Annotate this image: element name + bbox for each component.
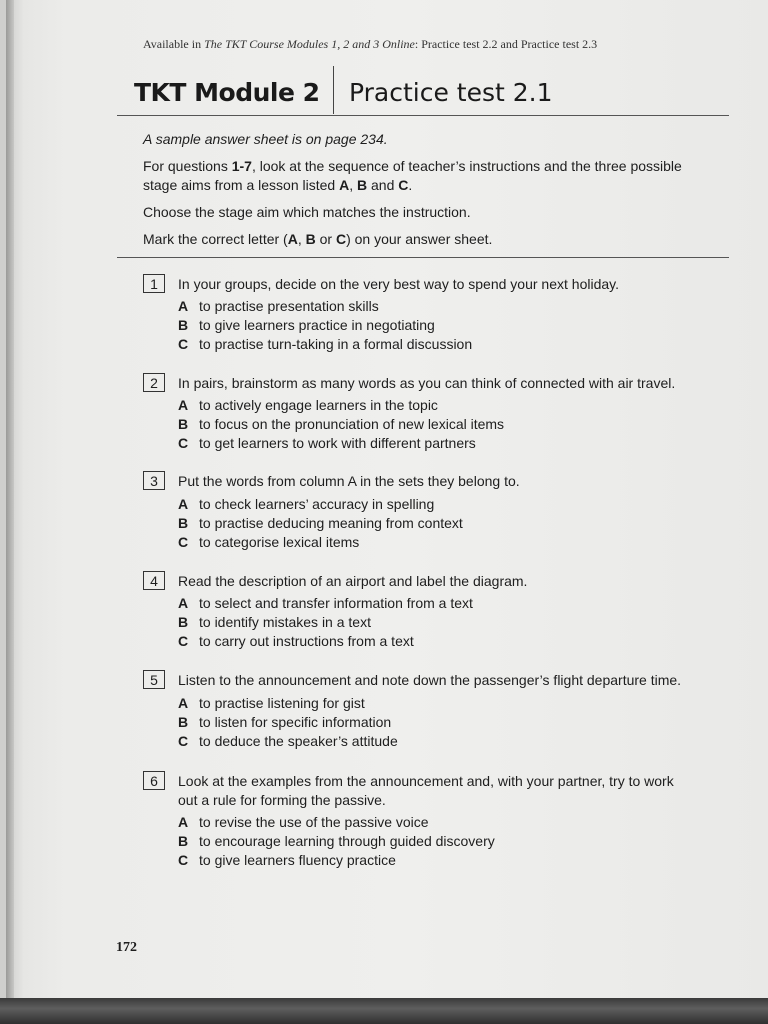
option-text: to carry out instructions from a text [199,633,414,649]
practice-test-title: Practice test 2.1 [349,78,553,107]
option-letter: B [178,416,189,432]
option-c [178,632,414,651]
option-b [178,316,435,335]
scan-bottom-edge [0,998,768,1024]
option-text: to practise turn-taking in a formal discussion [199,336,473,352]
option-text: to practise listening for gist [199,695,365,711]
option-letter: B [178,614,189,630]
instruction-paragraph-2: Choose the stage aim which matches the instruction. [143,204,471,220]
book-page [6,0,768,998]
option-text: to get learners to work with different partners [199,435,476,451]
question-text: Listen to the announcement and note down the passenger’s flight departure time. [178,672,682,688]
option-c [178,732,398,751]
answer-sheet-note-text: A sample answer sheet is on page 234. [143,131,388,147]
question-number-box: 3 [143,471,165,490]
instruction-paragraph-1 [143,157,703,195]
option-b [178,832,495,851]
comma-separator: , [297,231,306,247]
option-letter: B [178,317,189,333]
option-text: to practise presentation skills [199,298,379,314]
instruction-3-post: ) on your answer sheet. [346,231,493,247]
question-number-box: 5 [143,670,165,689]
question-text-line-1: Look at the examples from the announcement and, with your partner, try to work [178,773,674,789]
option-letter: C [178,435,189,451]
option-letter: C [178,336,189,352]
option-text: to give learners fluency practice [199,852,396,868]
option-letter: A [178,397,189,413]
question-text: In pairs, brainstorm as many words as you can think of connected with air travel. [178,375,676,391]
option-letter: A [178,695,189,711]
question-text: Put the words from column A in the sets they belong to. [178,473,520,489]
instruction-1-mid: , look at the sequence of teacher’s instructions and the three possible stage aims from a lesson listed [143,158,682,193]
option-letter: A [178,595,189,611]
option-text: to categorise lexical items [199,534,360,550]
option-b [178,713,391,732]
module-title: TKT Module 2 [134,78,320,107]
option-text: to practise deducing meaning from context [199,515,463,531]
option-letter: B [178,714,189,730]
option-letter: A [178,814,189,830]
page-number: 172 [116,940,137,955]
letter-a: A [339,177,350,193]
option-letter: C [178,633,189,649]
question-number-box: 4 [143,571,165,590]
answer-sheet-note [143,130,703,149]
question-text: Read the description of an airport and label the diagram. [178,573,528,589]
question-range: 1-7 [231,158,252,174]
option-a [178,396,438,415]
letter-c: C [335,231,347,247]
option-c [178,851,396,870]
option-b [178,415,504,434]
option-a [178,495,434,514]
option-text: to focus on the pronunciation of new lexical items [199,416,505,432]
book-spine-shadow [6,0,14,1000]
option-b [178,613,371,632]
period: . [408,177,413,193]
option-letter: C [178,534,189,550]
option-letter: B [178,833,189,849]
availability-suffix: : Practice test 2.2 and Practice test 2.3 [414,37,598,51]
option-text: to encourage learning through guided discovery [199,833,495,849]
option-c [178,533,359,552]
comma-separator: , [349,177,357,193]
option-text: to give learners practice in negotiating [199,317,435,333]
title-row [134,66,734,116]
option-c [178,335,472,354]
option-a [178,813,429,832]
availability-prefix: Available in [143,37,205,51]
availability-note [143,37,597,52]
option-text: to check learners’ accuracy in spelling [199,496,435,512]
option-c [178,434,476,453]
option-a [178,694,365,713]
option-a [178,297,379,316]
availability-book-title: The TKT Course Modules 1, 2 and 3 Online [204,37,415,51]
option-b [178,514,463,533]
intro-rule [117,257,729,258]
option-letter: C [178,733,189,749]
title-rule [117,115,729,116]
instruction-3-pre: Mark the correct letter ( [143,231,288,247]
question-text: In your groups, decide on the very best way to spend your next holiday. [178,276,619,292]
letter-c: C [398,177,409,193]
title-divider [333,66,334,114]
option-letter: B [178,515,189,531]
question-number-box: 1 [143,274,165,293]
option-letter: A [178,298,189,314]
question-text-line-2: out a rule for forming the passive. [178,792,386,808]
option-text: to revise the use of the passive voice [199,814,429,830]
question-number-box: 2 [143,373,165,392]
letter-b: B [305,231,316,247]
question-text [178,772,738,810]
option-letter: A [178,496,189,512]
option-text: to identify mistakes in a text [199,614,371,630]
question-number-box: 6 [143,771,165,790]
option-letter: C [178,852,189,868]
letter-b: B [357,177,368,193]
instruction-1-pre: For questions [143,158,232,174]
option-text: to listen for specific information [199,714,392,730]
word-or: or [315,231,336,247]
option-a [178,594,473,613]
letter-a: A [287,231,298,247]
option-text: to select and transfer information from a text [199,595,473,611]
instruction-paragraph-3 [143,230,703,249]
option-text: to deduce the speaker’s attitude [199,733,398,749]
option-text: to actively engage learners in the topic [199,397,438,413]
word-and: and [367,177,399,193]
